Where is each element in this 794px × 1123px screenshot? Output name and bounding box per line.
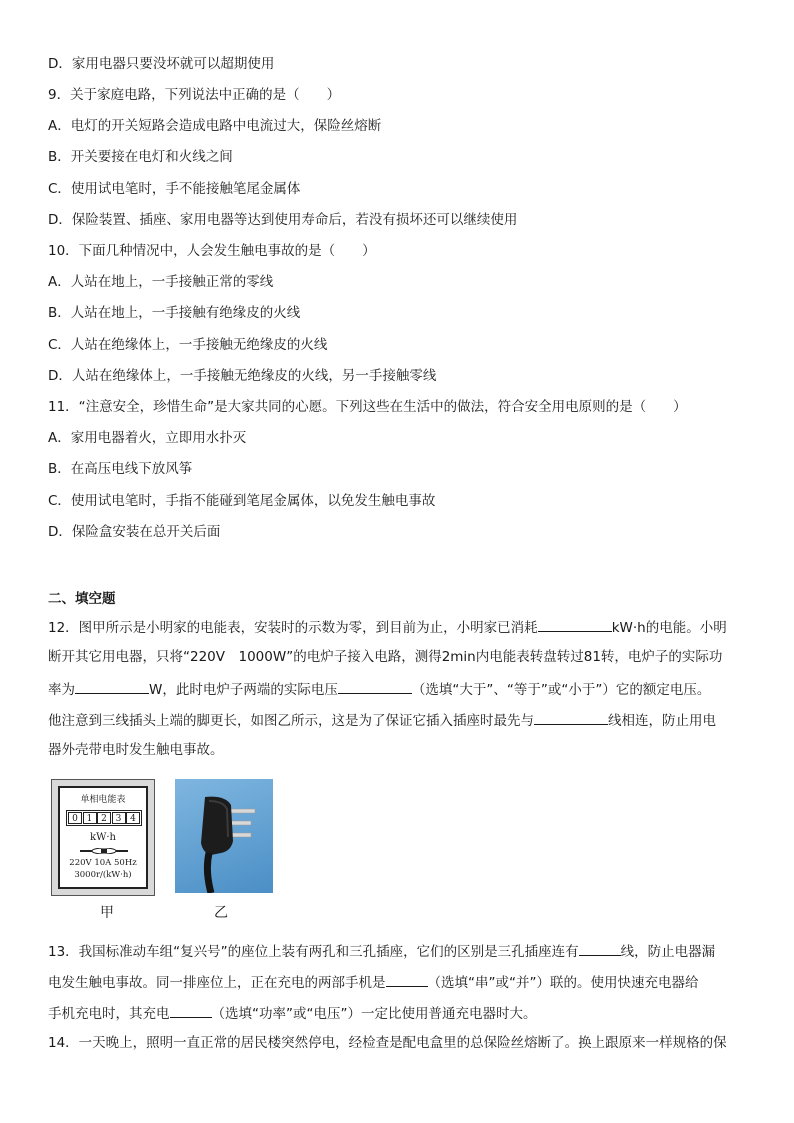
option-c-q9: C．使用试电笔时，手不能接触笔尾金属体 [48, 181, 301, 197]
answer-blank [534, 710, 608, 725]
question-12-line-1 [48, 617, 727, 637]
q12-text: 线相连，防止用电 [608, 713, 716, 729]
meter-digit: 4 [126, 812, 140, 824]
meter-spec-rating: 220V 10A 50Hz [69, 858, 137, 868]
answer-blank [579, 941, 621, 956]
answer-blank [386, 972, 428, 987]
question-14-line-1: 14．一天晚上，照明一直正常的居民楼突然停电，经检查是配电盒里的总保险丝熔断了。换上跟原来一样规格的保 [48, 1035, 727, 1051]
figure-caption-yi: 乙 [214, 905, 228, 921]
q13-text: （选填“功率”或“电压”）一定比使用普通充电器时大。 [211, 1006, 537, 1022]
q13-text: 电发生触电事故。同一排座位上，正在充电的两部手机是 [48, 975, 386, 991]
answer-blank [538, 617, 612, 632]
meter-spec-constant: 3000r/(kW·h) [74, 870, 132, 880]
q12-text: W，此时电炉子两端的实际电压 [149, 682, 338, 698]
meter-face [58, 786, 148, 889]
question-12-line-4 [48, 710, 716, 730]
option-b-q10: B．人站在地上，一手接触有绝缘皮的火线 [48, 305, 301, 321]
question-12-line-5: 器外壳带电时发生触电事故。 [48, 742, 224, 758]
meter-digit: 0 [68, 812, 82, 824]
q12-text: 他注意到三线插头上端的脚更长，如图乙所示，这是为了保证它插入插座时最先与 [48, 713, 534, 729]
q12-text: kW·h的电能。小明 [611, 620, 727, 636]
section-heading: 二、填空题 [48, 591, 116, 607]
question-12-line-2: 断开其它用电器，只将“220V 1000W”的电炉子接入电路，测得2min内电能表转盘转过81转，电炉子的实际功 [48, 649, 723, 665]
option-a-q11: A．家用电器着火，立即用水扑灭 [48, 430, 247, 446]
q13-text: 13．我国标准动车组“复兴号”的座位上装有两孔和三孔插座，它们的区别是三孔插座连有 [48, 944, 579, 960]
question-11: 11．“注意安全，珍惜生命”是大家共同的心愿。下列这些在生活中的做法，符合安全用电原则的是（ ） [48, 399, 687, 415]
option-a-q10: A．人站在地上，一手接触正常的零线 [48, 274, 274, 290]
meter-title: 单相电能表 [80, 795, 126, 805]
q12-text: 12．图甲所示是小明家的电能表，安装时的示数为零，到目前为止，小明家已消耗 [48, 620, 538, 636]
q12-text: （选填“大于”、“等于”或“小于”）它的额定电压。 [411, 682, 711, 698]
answer-blank [338, 679, 412, 694]
option-d-q8: D．家用电器只要没坏就可以超期使用 [48, 56, 275, 72]
question-13-line-1 [48, 941, 715, 961]
q13-text: （选填“串”或“并”）联的。使用快速充电器给 [427, 975, 699, 991]
option-c-q10: C．人站在绝缘体上，一手接触无绝缘皮的火线 [48, 337, 328, 353]
answer-blank [75, 679, 149, 694]
meter-disc-icon [80, 848, 128, 854]
question-9: 9．关于家庭电路，下列说法中正确的是（ ） [48, 87, 341, 103]
meter-digit: 3 [112, 812, 126, 824]
option-b-q9: B．开关要接在电灯和火线之间 [48, 149, 233, 165]
meter-digit: 2 [97, 812, 111, 824]
option-c-q11: C．使用试电笔时，手指不能碰到笔尾金属体，以免发生触电事故 [48, 493, 436, 509]
option-d-q9: D．保险装置、插座、家用电器等达到使用寿命后，若没有损坏还可以继续使用 [48, 212, 518, 228]
plug-icon [175, 779, 273, 893]
answer-blank [170, 1003, 212, 1018]
option-b-q11: B．在高压电线下放风筝 [48, 461, 193, 477]
figure-caption-jia: 甲 [100, 905, 114, 921]
q13-text: 线，防止电器漏 [620, 944, 716, 960]
question-13-line-2 [48, 972, 698, 992]
electricity-meter-figure [51, 779, 155, 896]
q12-text: 率为 [48, 682, 75, 698]
question-12-line-3 [48, 679, 710, 699]
three-pin-plug-figure [175, 779, 273, 893]
question-13-line-3 [48, 1003, 536, 1023]
option-d-q10: D．人站在绝缘体上，一手接触无绝缘皮的火线，另一手接触零线 [48, 368, 437, 384]
meter-digits [66, 810, 142, 826]
question-10: 10．下面几种情况中，人会发生触电事故的是（ ） [48, 243, 376, 259]
option-d-q11: D．保险盒安装在总开关后面 [48, 524, 221, 540]
meter-unit: kW·h [90, 832, 116, 843]
q13-text: 手机充电时，其充电 [48, 1006, 170, 1022]
option-a-q9: A．电灯的开关短路会造成电路中电流过大，保险丝熔断 [48, 118, 382, 134]
meter-digit: 1 [83, 812, 97, 824]
